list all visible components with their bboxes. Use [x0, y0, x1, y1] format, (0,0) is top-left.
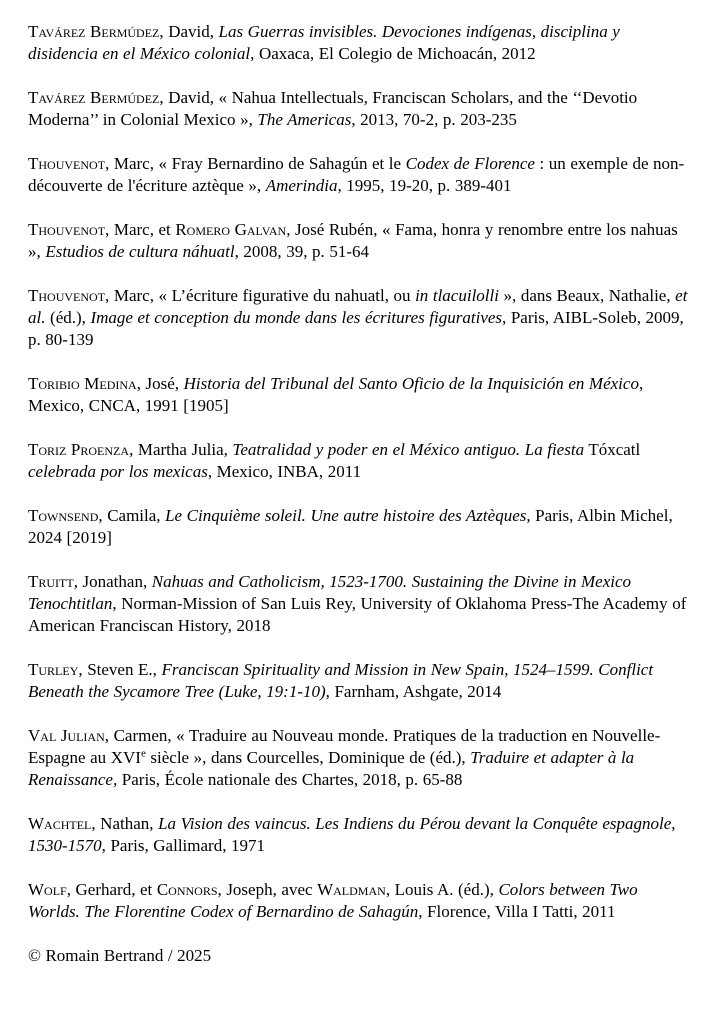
bibliography-entry	[28, 285, 688, 351]
entry-text: , Paris, Gallimard, 1971	[101, 836, 265, 855]
entry-text: (éd.),	[45, 308, 91, 327]
entry-text: , Martha Julia,	[129, 440, 233, 459]
author-name: Thouvenot	[28, 286, 106, 305]
superscript-ordinal: e	[140, 747, 146, 760]
author-name: Turley	[28, 660, 79, 679]
bibliography-entry	[28, 879, 688, 923]
author-name: Thouvenot	[28, 220, 106, 239]
entry-text: : un exemple de non-découverte de l'écriture aztèque »,	[28, 154, 685, 195]
work-title: Le Cinquième soleil. Une autre histoire des Aztèques	[165, 506, 527, 525]
bibliography-entry	[28, 659, 688, 703]
author-name: Val Julian	[28, 726, 105, 745]
entry-text: , 2013, 70-2, p. 203-235	[351, 110, 517, 129]
entry-text: », dans Beaux, Nathalie,	[498, 286, 676, 305]
entry-text: , Camila,	[98, 506, 166, 525]
work-title: Las Guerras invisibles. Devociones indígenas, disciplina y disidencia en el México colonial	[28, 22, 620, 63]
work-title: Franciscan Spirituality and Mission in New Spain, 1524–1599. Conflict Beneath the Sycamore Tree (Luke, 19:1-10)	[28, 660, 654, 701]
work-title: celebrada por los mexicas	[28, 462, 208, 481]
author-name: Toriz Proenza	[28, 440, 130, 459]
bibliography-entry	[28, 725, 688, 791]
entry-text: , José,	[136, 374, 184, 393]
entry-text: , Norman-Mission of San Luis Rey, University of Oklahoma Press-The Academy of American Franciscan History, 2018	[28, 594, 687, 635]
entry-text: , Marc, « Fray Bernardino de Sahagún et le	[105, 154, 406, 173]
entry-text: , Louis A. (éd.),	[385, 880, 499, 899]
entry-text: , Nathan,	[91, 814, 159, 833]
work-title: Estudios de cultura náhuatl	[45, 242, 235, 261]
entry-text: , David, « Nahua Intellectuals, Franciscan Scholars, and the ‘‘Devotio Moderna’’ in Colonial Mexico »,	[28, 88, 638, 129]
bibliography-entry	[28, 153, 688, 197]
copyright-notice: © Romain Bertrand / 2025	[28, 946, 212, 965]
entry-text: , Jonathan,	[73, 572, 152, 591]
work-title: The Americas	[257, 110, 352, 129]
work-title: Historia del Tribunal del Santo Oficio de la Inquisición en México	[183, 374, 639, 393]
bibliography-entry	[28, 373, 688, 417]
author-name: Waldman	[317, 880, 386, 899]
work-title: Codex de Florence	[405, 154, 535, 173]
entry-text: , Paris, AIBL-Soleb, 2009, p. 80-139	[28, 308, 684, 349]
author-name: Toribio Medina	[28, 374, 137, 393]
entry-text: , Gerhard, et	[66, 880, 157, 899]
entry-text: , Joseph, avec	[217, 880, 318, 899]
bibliography-entry	[28, 21, 688, 65]
entry-text: Paris, École nationale des Chartes, 2018, p. 65-88	[117, 770, 463, 789]
author-name: Truitt	[28, 572, 74, 591]
bibliography-entry	[28, 571, 688, 637]
entry-text: siècle », dans Courcelles, Dominique de (éd.),	[145, 748, 471, 767]
author-name: Townsend	[28, 506, 99, 525]
entry-text: , José Rubén, « Fama, honra y renombre entre los nahuas »,	[28, 220, 678, 261]
bibliography-entry	[28, 219, 688, 263]
entry-text: , Mexico, INBA, 2011	[207, 462, 362, 481]
author-name: Wachtel	[28, 814, 92, 833]
entry-text: , Florence, Villa I Tatti, 2011	[418, 902, 616, 921]
author-name: Tavárez Bermúdez	[28, 88, 160, 107]
entry-text: , Farnham, Ashgate, 2014	[325, 682, 502, 701]
author-name: Thouvenot	[28, 154, 106, 173]
author-name: Romero Galvan	[175, 220, 287, 239]
bibliography-entry	[28, 505, 688, 549]
bibliography-list	[28, 21, 688, 923]
author-name: Tavárez Bermúdez	[28, 22, 160, 41]
work-title: Colors between Two Worlds. The Florentine Codex of Bernardino de Sahagún	[28, 880, 638, 921]
entry-text: , 1995, 19-20, p. 389-401	[337, 176, 512, 195]
author-name: Connors	[156, 880, 218, 899]
entry-text: , 2008, 39, p. 51-64	[234, 242, 369, 261]
entry-text: , Paris, Albin Michel, 2024 [2019]	[28, 506, 673, 547]
work-title: in tlacuilolli	[415, 286, 499, 305]
work-title: Amerindia	[265, 176, 338, 195]
work-title: et al.	[28, 286, 688, 327]
entry-text: , Mexico, CNCA, 1991 [1905]	[28, 374, 644, 415]
work-title: Image et conception du monde dans les écritures figuratives	[90, 308, 503, 327]
work-title: Teatralidad y poder en el México antiguo. La fiesta	[232, 440, 585, 459]
entry-text: , David,	[159, 22, 219, 41]
entry-text: , Carmen, « Traduire au Nouveau monde. Pratiques de la traduction en Nouvelle-Espagne au XVI	[28, 726, 661, 767]
work-title: Traduire et adapter à la Renaissance,	[28, 748, 635, 789]
entry-text: Tóxcatl	[584, 440, 641, 459]
entry-text: , Steven E.,	[78, 660, 162, 679]
entry-text: , Marc, « L’écriture figurative du nahuatl, ou	[105, 286, 416, 305]
bibliography-entry	[28, 87, 688, 131]
bibliography-entry	[28, 439, 688, 483]
work-title: La Vision des vaincus. Les Indiens du Pérou devant la Conquête espagnole, 1530-1570	[28, 814, 676, 855]
entry-text: , Marc, et	[105, 220, 176, 239]
work-title: Nahuas and Catholicism, 1523-1700. Sustaining the Divine in Mexico Tenochtitlan	[28, 572, 632, 613]
author-name: Wolf	[28, 880, 67, 899]
entry-text: , Oaxaca, El Colegio de Michoacán, 2012	[250, 44, 536, 63]
bibliography-entry	[28, 813, 688, 857]
